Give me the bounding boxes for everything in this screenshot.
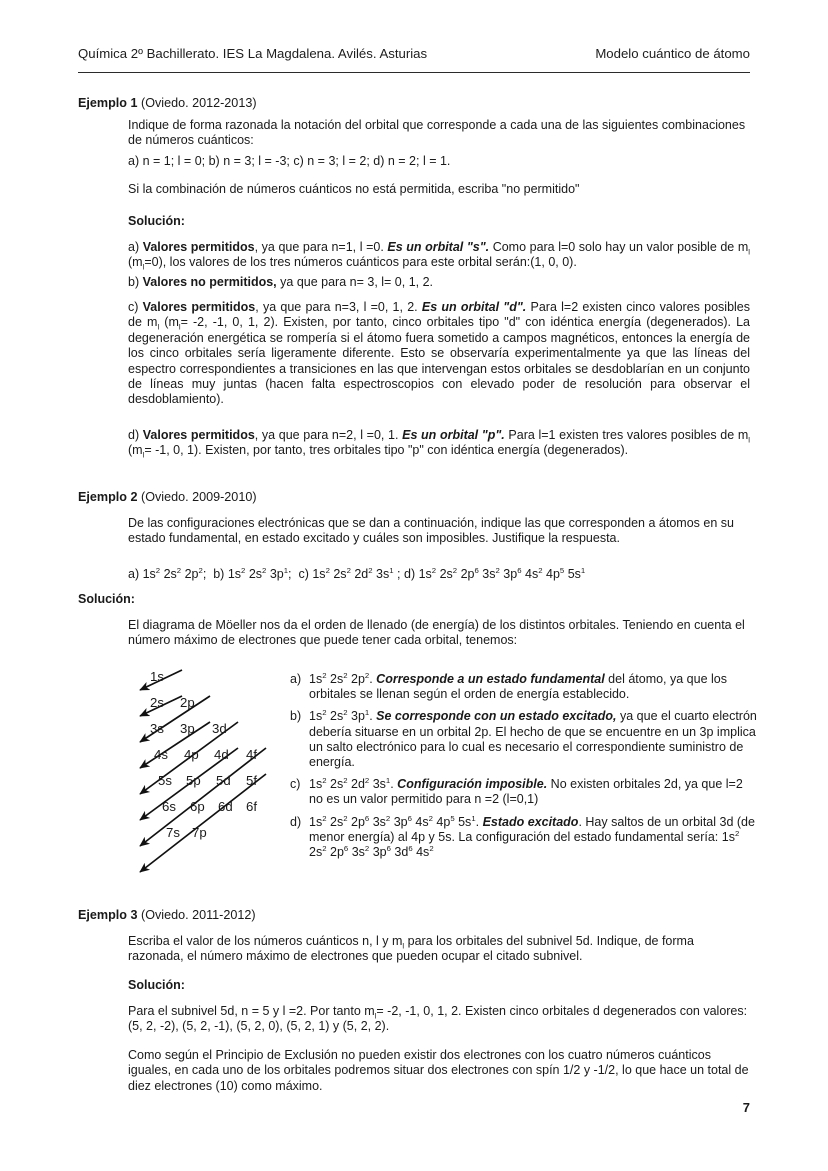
example-1-solucion-label: Solución: xyxy=(128,214,185,228)
sol-b-verdict: Valores no permitidos, xyxy=(142,275,277,289)
orbital-label-4d: 4d xyxy=(214,747,229,762)
answer-b-marker: b) xyxy=(290,709,302,724)
orbital-label-4p: 4p xyxy=(184,747,199,762)
orbital-label-3s: 3s xyxy=(150,721,164,736)
sol-d-mid: , ya que para n=2, l =0, 1. xyxy=(254,428,403,442)
orbital-label-3d: 3d xyxy=(212,721,227,736)
answer-b-config: $1s^2$ $2s^2$ $3p^1$. xyxy=(309,708,377,724)
sol-c-verdict: Valores permitidos xyxy=(142,300,256,314)
sol-c-sub2: l xyxy=(178,322,181,332)
sol-a-rest3: =0), los valores de los tres números cuánticos para este orbital serán:(1, 0, 0). xyxy=(144,255,577,270)
sol-a-sub1: l xyxy=(748,247,750,257)
sol-a-rest1: Como para l=0 solo hay un valor posible de m xyxy=(489,240,749,254)
example-3-solucion-label: Solución: xyxy=(128,978,185,992)
orbital-label-1s: 1s xyxy=(150,669,164,684)
example-3-statement xyxy=(128,934,750,965)
sol-d-rest2: (m xyxy=(128,443,143,458)
example-2-source: (Oviedo. 2009-2010) xyxy=(141,490,257,504)
sol-a-verdict: Valores permitidos xyxy=(142,240,255,254)
sol-b-rest: ya que para n= 3, l= 0, 1, 2. xyxy=(276,275,434,289)
example-3-statement-part1: Escriba el valor de los números cuánticos n, l y m xyxy=(128,934,403,948)
answer-c-rest: No existen orbitales 2d, ya que l=2 no es un valor permitido para n =2 (l=0,1) xyxy=(309,777,743,807)
example-1-solution-a xyxy=(128,240,750,271)
orbital-label-6d: 6d xyxy=(218,799,233,814)
example-2-moeller-intro: El diagrama de Möeller nos da el orden de llenado (de energía) de los distintos orbitales. Teniendo en cuenta el número máximo de electrones que puede tener cada orbital, tenemos: xyxy=(128,618,745,648)
page-header xyxy=(78,46,750,61)
example-2-solucion-label: Solución: xyxy=(78,592,135,606)
example-1-source: (Oviedo. 2012-2013) xyxy=(141,96,257,110)
example-3-sol1-part2: = -2, -1, 0, 1, 2. Existen cinco orbitales d degenerados con valores: (5, 2, -2), (5, 2, -1), (5, 2, 0), (5, 2, 1) y (5, 2, 2). xyxy=(128,1004,748,1034)
sol-d-marker: d) xyxy=(128,428,143,442)
example-1-solution-d xyxy=(128,428,750,459)
example-3-heading xyxy=(78,908,256,922)
sol-c-mid: , ya que para n=3, l =0, 1, 2. xyxy=(255,300,422,314)
example-3-source: (Oviedo. 2011-2012) xyxy=(141,908,256,922)
answer-b-verdict: Se corresponde con un estado excitado, xyxy=(376,709,617,724)
example-2-answer-c xyxy=(290,777,760,807)
example-3-solution-1 xyxy=(128,1004,750,1035)
moeller-arrow-8 xyxy=(140,774,266,872)
sol-c-orbital: Es un orbital "d". xyxy=(421,300,527,314)
header-course-title: Química 2º Bachillerato. IES La Magdalena. Avilés. Asturias xyxy=(78,46,428,61)
orbital-label-4f: 4f xyxy=(246,747,257,762)
example-2-heading xyxy=(78,490,257,504)
sol-c-rest1: Para l=2 existen cinco valores posibles de m xyxy=(128,300,750,330)
page-number: 7 xyxy=(742,1100,750,1115)
orbital-label-2s: 2s xyxy=(150,695,164,710)
sol-d-rest3: = -1, 0, 1). Existen, por tanto, tres orbitales tipo "p" con idéntica energía (degenerados). xyxy=(144,443,629,458)
example-2-configs: a) $1s^2$ $2s^2$ $2p^2$; b) $1s^2$ $2s^2$ $3p^1$; c) $1s^2$ $2s^2$ $2d^2$ $3s^1$ ; d) $1s^2$ $2s^2$ $2p^6$ $3s^2$ $3p^6$ $4s^2$ $4p^5$ $5s^1$ xyxy=(128,565,586,581)
orbital-label-7s: 7s xyxy=(166,825,180,840)
orbital-label-2p: 2p xyxy=(180,695,195,710)
example-1-solution-b xyxy=(128,275,750,290)
answer-d-verdict: Estado excitado xyxy=(482,814,579,829)
orbital-label-7p: 7p xyxy=(192,825,207,840)
sol-c-rest3: = -2, -1, 0, 1, 2). Existen, por tanto, cinco orbitales tipo "d" con idéntica energía (degenerados). La degeneración energética se rompería si el átomo fuera sometido a campos magnéticos, entonces la energía de los cinco orbitales sería ligeramente diferente. Esto se observaría experimentalmente ya que las líneas del espectro correspondientes a transiciones en las que intervengan estos orbitales se desdoblarían en un conjunto de líneas muy juntas (hacen falta espectroscopios con elevado poder de resolución para observar el desdoblamiento). xyxy=(128,315,750,407)
answer-d-config: $1s^2$ $2s^2$ $2p^6$ $3s^2$ $3p^6$ $4s^2$ $4p^5$ $5s^1$. xyxy=(309,813,483,829)
example-1-combinations: a) n = 1; l = 0; b) n = 3; l = -3; c) n = 3; l = 2; d) n = 2; l = 1. xyxy=(128,154,451,168)
answer-b-rest: ya que el cuarto electrón debería situarse en un orbital 2p. El hecho de que se encuentre en un 3p implica un salto electrónico para lo cual es necesario el correspondiente suministro de energía. xyxy=(309,709,757,770)
example-1-title: Ejemplo 1 xyxy=(78,96,138,110)
example-2-answer-b xyxy=(290,709,760,770)
orbital-label-5d: 5d xyxy=(216,773,231,788)
example-2-answer-d xyxy=(290,815,760,861)
answer-d-rest-a: . Hay saltos de un orbital 3d (de menor energía) al 4p y 5s. La configuración del estado fundamental sería: $1s^2$ $2s^2$ $2p^6$ $3s^2$ $3p^6$ $3d^6$ $4s^2$ xyxy=(309,814,755,860)
orbital-label-5s: 5s xyxy=(158,773,172,788)
answer-a-rest: del átomo, ya que los orbitales se llenan según el orden de energía establecido. xyxy=(309,672,727,702)
sol-d-rest1: Para l=1 existen tres valores posibles de m xyxy=(504,428,749,442)
sol-a-marker: a) xyxy=(128,240,143,254)
answer-a-marker: a) xyxy=(290,672,302,686)
moeller-diagram xyxy=(138,668,288,888)
sol-d-verdict: Valores permitidos xyxy=(142,428,255,442)
header-divider xyxy=(78,72,750,73)
example-3-sub-l: l xyxy=(402,941,405,951)
sol-c-sub1: l xyxy=(157,322,160,332)
sol-b-marker: b) xyxy=(128,275,143,289)
example-1-statement: Indique de forma razonada la notación del orbital que corresponde a cada una de las siguientes combinaciones de números cuánticos: xyxy=(128,118,746,148)
orbital-label-4s: 4s xyxy=(154,747,168,762)
sol-d-sub1: l xyxy=(748,435,751,445)
answer-c-config: $1s^2$ $2s^2$ $2d^2$ $3s^1$. xyxy=(309,776,398,792)
example-3-sol1-sub: l xyxy=(374,1011,377,1021)
example-2-title: Ejemplo 2 xyxy=(78,490,138,504)
orbital-label-3p: 3p xyxy=(180,721,195,736)
answer-a-verdict: Corresponde a un estado fundamental xyxy=(376,672,605,686)
answer-d-marker: d) xyxy=(290,814,302,829)
example-1-heading xyxy=(78,96,257,110)
orbital-label-5p: 5p xyxy=(186,773,201,788)
sol-a-sub2: l xyxy=(142,262,145,272)
sol-a-orbital: Es un orbital "s". xyxy=(387,240,490,254)
orbital-label-6s: 6s xyxy=(162,799,176,814)
orbital-label-6f: 6f xyxy=(246,799,257,814)
example-1-note: Si la combinación de números cuánticos no está permitida, escriba "no permitido" xyxy=(128,182,580,196)
orbital-label-6p: 6p xyxy=(190,799,205,814)
example-2-statement: De las configuraciones electrónicas que se dan a continuación, indique las que corresponden a átomos en su estado fundamental, en estado excitado y cuáles son imposibles. Justifique la respuesta. xyxy=(128,516,734,546)
example-2-answer-a xyxy=(290,672,760,702)
orbital-label-5f: 5f xyxy=(246,773,257,788)
answer-a-config: $1s^2$ $2s^2$ $2p^2$. xyxy=(309,670,377,686)
sol-c-rest2: (m xyxy=(159,315,179,330)
answer-c-verdict: Configuración imposible. xyxy=(397,777,548,792)
example-3-solution-2: Como según el Principio de Exclusión no pueden existir dos electrones con los cuatro números cuánticos iguales, en cada uno de los orbitales podremos situar dos electrones con spín 1/2 y -1/2, lo que hace un total de diez electrones (10) como máximo. xyxy=(128,1048,749,1093)
sol-a-mid: , ya que para n=1, l =0. xyxy=(254,240,388,254)
example-2-answers xyxy=(290,672,760,867)
example-3-sol1-part1: Para el subnivel 5d, n = 5 y l =2. Por tanto m xyxy=(128,1004,375,1018)
sol-a-rest2: (m xyxy=(128,255,143,270)
sol-d-orbital: Es un orbital "p". xyxy=(402,428,505,442)
header-topic-title: Modelo cuántico de átomo xyxy=(595,46,750,61)
answer-c-marker: c) xyxy=(290,777,301,792)
sol-d-sub2: l xyxy=(142,450,145,460)
sol-c-marker: c) xyxy=(128,300,143,314)
example-3-statement-part2: para los orbitales del subnivel 5d. Indique, de forma razonada, el número máximo de electrones que pueden ocupar el citado subnivel. xyxy=(128,934,694,964)
example-3-title: Ejemplo 3 xyxy=(78,908,138,922)
example-1-solution-c xyxy=(128,300,750,408)
